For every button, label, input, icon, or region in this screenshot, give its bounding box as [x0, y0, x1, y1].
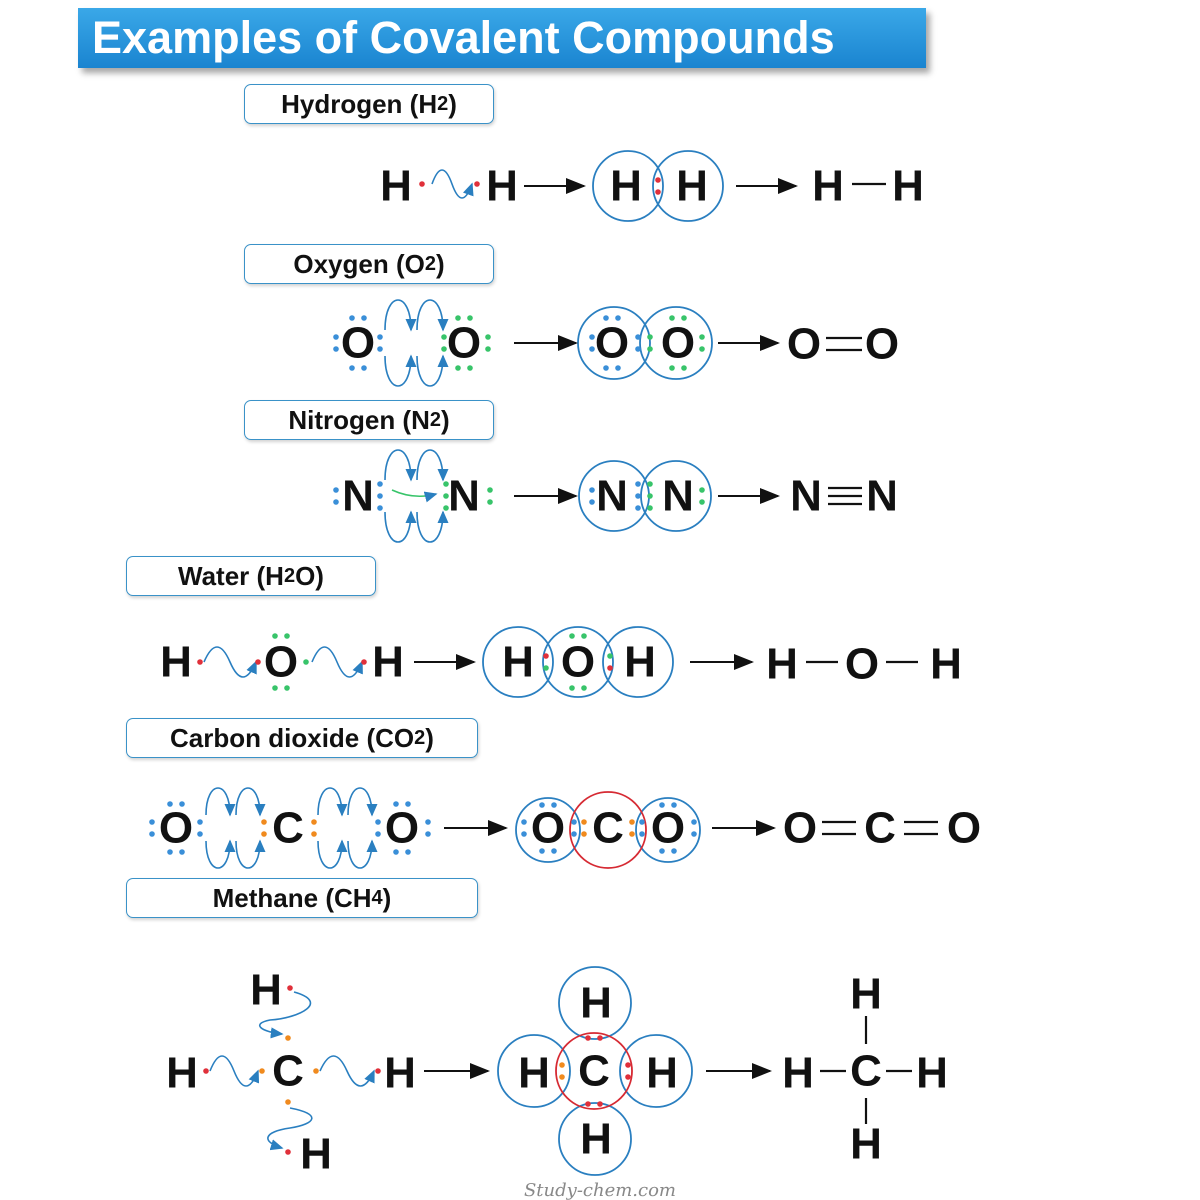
electron-dot: [419, 181, 425, 187]
electron-dot: [639, 831, 645, 837]
element-h: H: [518, 1048, 550, 1098]
element-h: H: [380, 161, 412, 211]
element-o: O: [594, 318, 630, 368]
electron-dot: [629, 831, 635, 837]
element-h: H: [646, 1048, 678, 1098]
electron-dot: [313, 1068, 319, 1074]
electron-dot: [607, 665, 613, 671]
transfer-loop: [385, 300, 411, 330]
electron-dot: [333, 334, 339, 340]
element-o: O: [530, 803, 566, 853]
transfer-loop: [385, 512, 411, 542]
electron-dot: [285, 1035, 291, 1041]
electron-dot: [699, 346, 705, 352]
electron-dot: [333, 499, 339, 505]
electron-dot: [589, 499, 595, 505]
element-o: O: [263, 637, 299, 687]
electron-dot: [487, 499, 493, 505]
electron-dot: [474, 181, 480, 187]
electron-dot: [699, 487, 705, 493]
electron-dot: [259, 1068, 265, 1074]
element-c: C: [592, 803, 624, 853]
transfer-loop: [385, 356, 411, 386]
label-methane: Methane (CH 4 ): [126, 878, 478, 918]
element-n: N: [790, 471, 822, 521]
electron-dot: [149, 831, 155, 837]
electron-dot: [361, 659, 367, 665]
element-c: C: [272, 1046, 304, 1096]
element-h: H: [384, 1048, 416, 1098]
electron-dot: [647, 493, 653, 499]
label-oxygen: Oxygen (O 2 ): [244, 244, 494, 284]
transfer-loop: [348, 788, 372, 815]
electron-dot: [285, 1149, 291, 1155]
electron-dot: [597, 1035, 603, 1041]
element-h: H: [676, 161, 708, 211]
electron-dot: [655, 189, 661, 195]
electron-dot: [597, 1101, 603, 1107]
electron-dot: [261, 831, 267, 837]
element-h: H: [850, 969, 882, 1019]
element-h: H: [502, 637, 534, 687]
watermark: Study-chem.com: [523, 1180, 677, 1200]
label-hydrogen: Hydrogen (H 2 ): [244, 84, 494, 124]
electron-dot: [303, 659, 309, 665]
electron-dot: [647, 481, 653, 487]
electron-dot: [691, 831, 697, 837]
electron-dot: [285, 1099, 291, 1105]
electron-dot: [255, 659, 261, 665]
element-h: H: [624, 637, 656, 687]
transfer-curve: [312, 647, 362, 677]
element-n: N: [342, 471, 374, 521]
electron-dot: [377, 493, 383, 499]
electron-dot: [149, 819, 155, 825]
electron-dot: [655, 177, 661, 183]
element-o: O: [158, 803, 194, 853]
element-h: H: [300, 1129, 332, 1179]
electron-dot: [521, 819, 527, 825]
element-h: H: [782, 1048, 814, 1098]
electron-dot: [377, 481, 383, 487]
element-c: C: [272, 803, 304, 853]
electron-dot: [581, 819, 587, 825]
electron-dot: [377, 505, 383, 511]
transfer-loop: [236, 841, 260, 868]
electron-dot: [521, 831, 527, 837]
electron-dot: [487, 487, 493, 493]
electron-dot: [559, 1062, 565, 1068]
element-n: N: [596, 471, 628, 521]
element-symbols: [159, 162, 981, 1179]
electron-dot: [425, 819, 431, 825]
transfer-loop: [417, 356, 443, 386]
element-h: H: [580, 978, 612, 1028]
electron-dot: [647, 334, 653, 340]
electron-dot: [647, 346, 653, 352]
element-n: N: [448, 471, 480, 521]
transfer-curve: [204, 647, 256, 677]
electron-dot: [635, 493, 641, 499]
electron-dot: [625, 1062, 631, 1068]
electron-dot: [485, 334, 491, 340]
element-o: O: [446, 318, 482, 368]
element-o: O: [864, 319, 900, 369]
transfer-loop: [348, 841, 372, 868]
electron-dot: [585, 1101, 591, 1107]
element-h: H: [250, 965, 282, 1015]
transfer-loop: [385, 450, 411, 480]
electron-dot: [585, 1035, 591, 1041]
label-carbon-dioxide: Carbon dioxide (CO 2 ): [126, 718, 478, 758]
element-c: C: [850, 1046, 882, 1096]
element-h: H: [580, 1114, 612, 1164]
electron-dot: [333, 346, 339, 352]
element-o: O: [660, 318, 696, 368]
element-o: O: [560, 637, 596, 687]
electron-dot: [425, 831, 431, 837]
electron-dot: [203, 1068, 209, 1074]
transfer-loop: [318, 841, 342, 868]
electron-dot: [635, 505, 641, 511]
transfer-loop: [206, 841, 230, 868]
transfer-loop: [206, 788, 230, 815]
label-water: Water (H 2 O): [126, 556, 376, 596]
electron-dot: [625, 1074, 631, 1080]
electron-dot: [629, 819, 635, 825]
element-h: H: [486, 161, 518, 211]
transfer-loop: [236, 788, 260, 815]
electron-dot: [197, 831, 203, 837]
electron-dot: [375, 831, 381, 837]
transfer-loop: [318, 788, 342, 815]
element-h: H: [916, 1048, 948, 1098]
element-o: O: [946, 803, 982, 853]
element-n: N: [662, 471, 694, 521]
transfer-curve: [392, 490, 436, 496]
transfer-curve: [320, 1056, 374, 1086]
electron-dot: [311, 819, 317, 825]
element-h: H: [930, 639, 962, 689]
electron-dot: [197, 819, 203, 825]
element-n: N: [866, 471, 898, 521]
electron-dot: [377, 334, 383, 340]
electron-dot: [375, 819, 381, 825]
electron-dot: [287, 985, 293, 991]
element-h: H: [610, 161, 642, 211]
electron-dot: [559, 1074, 565, 1080]
label-nitrogen: Nitrogen (N 2 ): [244, 400, 494, 440]
element-c: C: [578, 1046, 610, 1096]
element-o: O: [650, 803, 686, 853]
electron-dot: [635, 346, 641, 352]
element-h: H: [372, 637, 404, 687]
electron-dot: [333, 487, 339, 493]
element-c: C: [864, 803, 896, 853]
element-h: H: [160, 637, 192, 687]
transfer-loop: [417, 450, 443, 480]
electron-dot: [699, 334, 705, 340]
electron-dot: [197, 659, 203, 665]
electron-dot: [607, 653, 613, 659]
electron-dot: [485, 346, 491, 352]
electron-dot: [571, 819, 577, 825]
element-h: H: [766, 639, 798, 689]
element-o: O: [786, 319, 822, 369]
transfer-curve: [432, 170, 472, 198]
electron-dot: [375, 1068, 381, 1074]
electron-dot: [635, 481, 641, 487]
electron-dot: [261, 819, 267, 825]
electron-dot: [543, 665, 549, 671]
transfer-curve: [210, 1056, 258, 1086]
electron-dot: [635, 334, 641, 340]
element-o: O: [844, 639, 880, 689]
element-o: O: [384, 803, 420, 853]
electron-transfer-curves: [204, 170, 472, 1148]
electron-dot: [311, 831, 317, 837]
page-title: Examples of Covalent Compounds: [92, 12, 835, 63]
electron-dot: [543, 653, 549, 659]
electron-dot: [699, 499, 705, 505]
electron-dot: [571, 831, 577, 837]
element-h: H: [812, 161, 844, 211]
electron-dot: [647, 505, 653, 511]
element-o: O: [340, 318, 376, 368]
element-o: O: [782, 803, 818, 853]
transfer-loop: [417, 300, 443, 330]
electron-dot: [691, 819, 697, 825]
transfer-loop: [417, 512, 443, 542]
element-h: H: [850, 1119, 882, 1169]
electron-dot: [589, 487, 595, 493]
electron-dot: [377, 346, 383, 352]
element-h: H: [892, 161, 924, 211]
electron-dot: [581, 831, 587, 837]
electron-dot: [639, 819, 645, 825]
element-h: H: [166, 1048, 198, 1098]
